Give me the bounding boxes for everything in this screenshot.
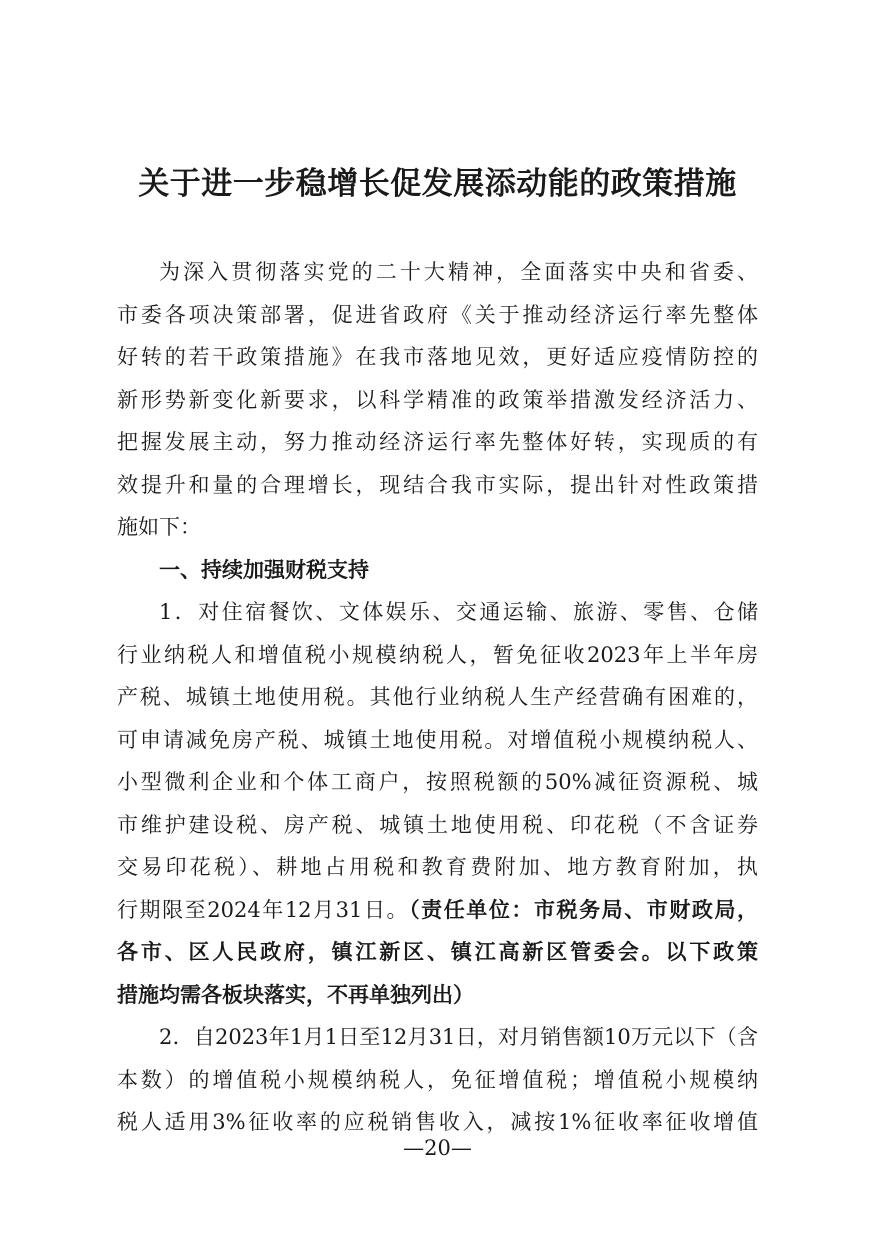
responsibility-note-line: 措施均需各板块落实，不再单独列出） — [117, 981, 474, 1007]
document-body — [117, 251, 758, 1144]
intro-line: 施如下： — [117, 515, 201, 539]
intro-line: 新形势新变化新要求，以科学精准的政策举措激发经济活力、 — [117, 387, 758, 412]
responsibility-note: （责任单位：市税务局、市财政局， — [409, 896, 759, 922]
item-1-line: 小型微利企业和个体工商户，按照税额的50%减征资源税、城 — [117, 770, 758, 794]
page-number: —20— — [403, 1136, 472, 1160]
item-2-line: 税人适用3%征收率的应税销售收入，减按1%征收率征收增值 — [117, 1110, 758, 1134]
item-1-line: 行业纳税人和增值税小规模纳税人，暂免征收2023年上半年房 — [117, 642, 758, 667]
intro-line: 把握发展主动，努力推动经济运行率先整体好转，实现质的有 — [117, 430, 758, 454]
intro-line: 市委各项决策部署，促进省政府《关于推动经济运行率先整体 — [117, 302, 758, 327]
section-heading: 一、持续加强财税支持 — [159, 557, 369, 582]
item-2-line: 2．自2023年1月1日至12月31日，对月销售额10万元以下（含 — [159, 1025, 758, 1049]
item-1-line: 交易印花税）、耕地占用税和教育费附加、地方教育附加，执 — [117, 855, 758, 879]
item-1-line-plain-part: 行期限至2024年12月31日。 — [117, 897, 410, 922]
responsibility-note-line: 各市、区人民政府，镇江新区、镇江高新区管委会。以下政策 — [117, 939, 758, 964]
intro-line: 为深入贯彻落实党的二十大精神，全面落实中央和省委、 — [159, 260, 758, 284]
item-1-line: 可申请减免房产税、城镇土地使用税。对增值税小规模纳税人、 — [117, 727, 758, 752]
item-1-line: 市维护建设税、房产税、城镇土地使用税、印花税（不含证券 — [117, 812, 758, 837]
document-title: 关于进一步稳增长促发展添动能的政策措施 — [138, 166, 737, 202]
intro-line: 效提升和量的合理增长，现结合我市实际，提出针对性政策措 — [117, 472, 758, 497]
intro-line: 好转的若干政策措施》在我市落地见效，更好适应疫情防控的 — [117, 345, 758, 369]
item-1-line: 1．对住宿餐饮、文体娱乐、交通运输、旅游、零售、仓储 — [159, 600, 758, 624]
item-2-line: 本数）的增值税小规模纳税人，免征增值税；增值税小规模纳 — [117, 1067, 758, 1092]
item-1-line-mixed — [117, 889, 758, 932]
item-1-line: 产税、城镇土地使用税。其他行业纳税人生产经营确有困难的， — [117, 685, 758, 709]
